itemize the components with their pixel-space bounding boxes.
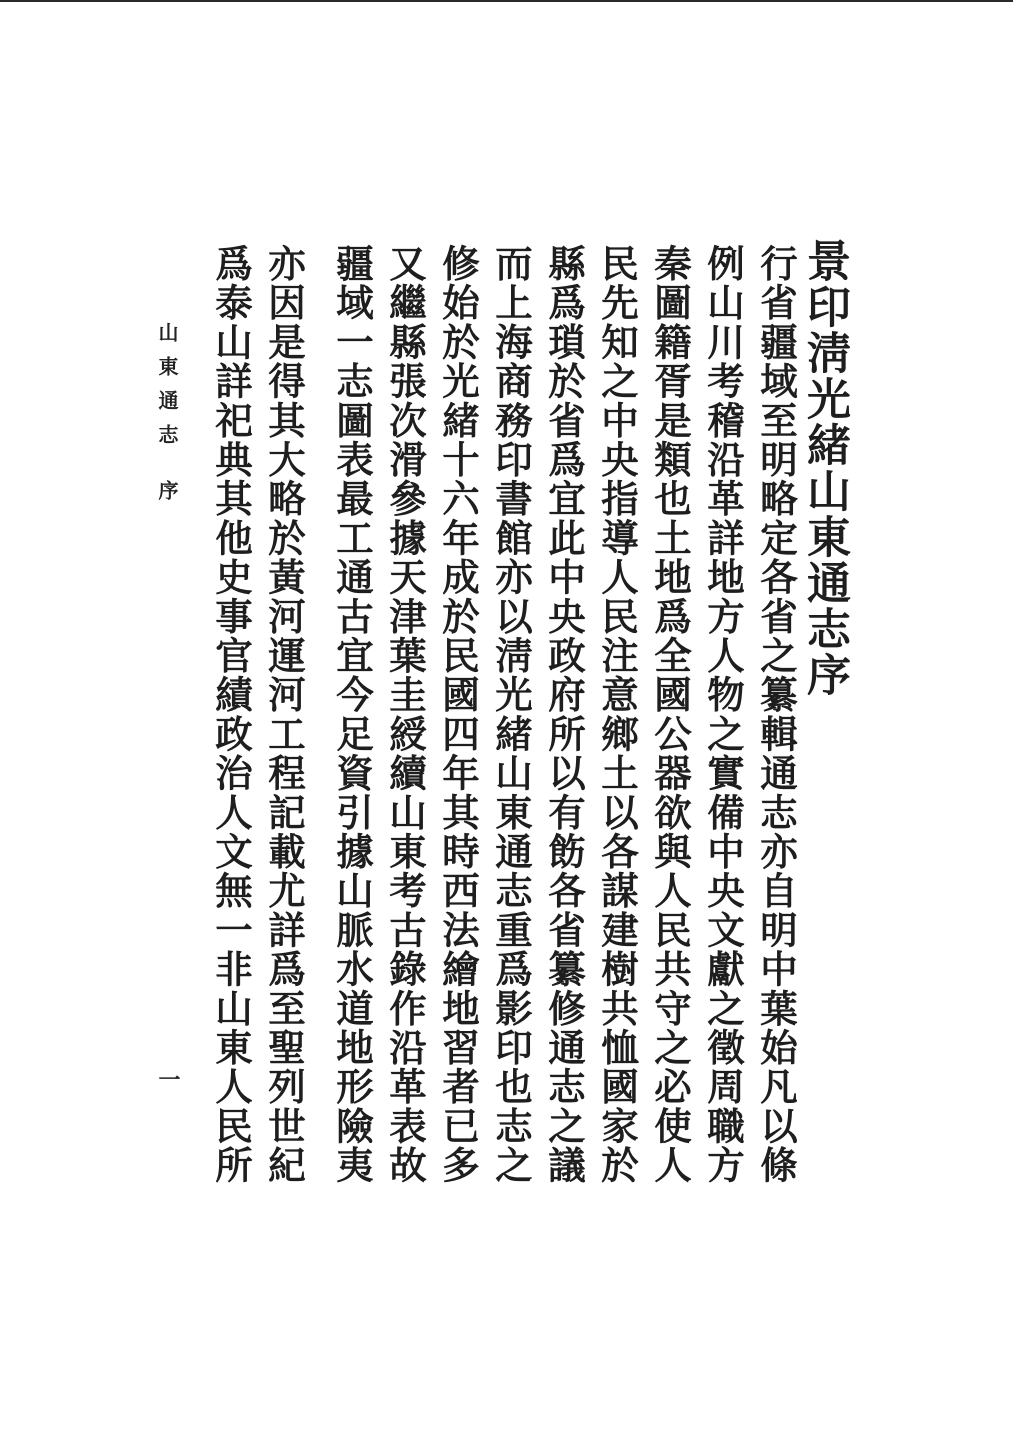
text-column-4: 民先知之中央指導人民注意鄉土以各謀建樹共恤國家於 xyxy=(595,244,639,1185)
text-column-6: 而上海商務印書館亦以淸光緒山東通志重爲影印也志之 xyxy=(489,244,533,1185)
text-column-9: 疆域一志圖表最工通古宜今足資引據山脈水道地形險夷 xyxy=(330,244,374,1185)
preface-title: 景印淸光緒山東通志序 xyxy=(799,238,850,698)
margin-book-title: 山東通志 xyxy=(155,322,179,458)
text-column-10: 亦因是得其大略於黃河運河工程記載尤詳爲至聖列世紀 xyxy=(262,244,306,1185)
text-column-5: 縣爲瑣於省爲宜此中央政府所以有飭各省纂修通志之議 xyxy=(542,244,586,1185)
margin-label xyxy=(152,322,182,514)
margin-section: 序 xyxy=(155,480,179,514)
text-column-1: 行省疆域至明略定各省之纂輯通志亦自明中葉始凡以條 xyxy=(754,244,798,1185)
text-column-2: 例山川考稽沿革詳地方人物之實備中央文獻之徵周職方 xyxy=(701,244,745,1185)
text-column-11: 爲泰山詳祀典其他史事官績政治人文無一非山東人民所 xyxy=(209,244,253,1185)
page-number: 一 xyxy=(155,1068,181,1090)
text-column-3: 秦圖籍胥是類也土地爲全國公器欲與人民共守之必使人 xyxy=(648,244,692,1185)
text-column-8: 又繼縣張次滑參據天津葉圭綬續山東考古錄作沿革表故 xyxy=(383,244,427,1185)
text-column-7: 修始於光緒十六年成於民國四年其時西法繪地習者已多 xyxy=(436,244,480,1185)
